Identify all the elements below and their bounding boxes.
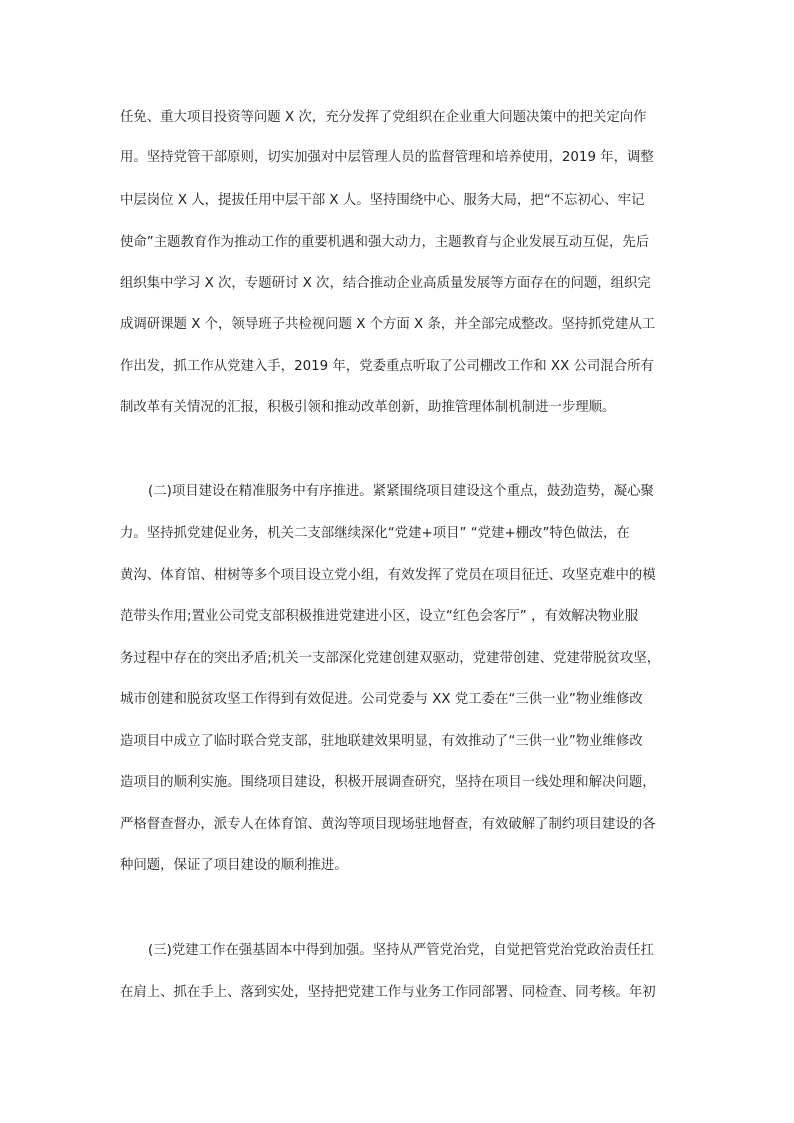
paragraph-1-line-6: 成调研课题 X 个，领导班子共检视问题 X 个方面 X 条，并全部完成整改。坚持抓党建从工 (120, 317, 656, 332)
paragraph-1-line-7: 作出发，抓工作从党建入手，2019 年，党委重点听取了公司棚改工作和 XX 公司混合所有 (120, 359, 654, 374)
paragraph-1-line-2: 用。坚持党管干部原则，切实加强对中层管理人员的监督管理和培养使用，2019 年，调整 (120, 150, 654, 165)
paragraph-2-line-3: 黄沟、体育馆、柑树等多个项目设立党小组，有效发挥了党员在项目征迁、攻坚克难中的模 (120, 568, 656, 583)
paragraph-2-line-2: 力。坚持抓党建促业务，机关二支部继续深化“党建+项目” “党建+棚改”特色做法，在 (120, 526, 630, 541)
paragraph-1-line-4: 使命”主题教育作为推动工作的重要机遇和强大动力，主题教育与企业发展互动互促，先后 (120, 235, 650, 250)
paragraph-3-line-1: (三)党建工作在强基固本中得到加强。坚持从严管党治党，自觉把管党治党政治责任扛 (148, 943, 654, 958)
paragraph-1-line-8: 制改革有关情况的汇报，积极引领和推动改革创新，助推管理体制机制进一步理顺。 (120, 400, 616, 415)
paragraph-1-line-5: 组织集中学习 X 次，专题研讨 X 次，结合推动企业高质量发展等方面存在的问题，组织完 (120, 276, 651, 291)
paragraph-2-line-9: 严格督查督办，派专人在体育馆、黄沟等项目现场驻地督查，有效破解了制约项目建设的各 (120, 817, 656, 832)
paragraph-2-line-1: (二)项目建设在精准服务中有序推进。紧紧围绕项目建设这个重点，鼓劲造势，凝心聚 (148, 484, 654, 499)
paragraph-2-line-10: 种问题，保证了项目建设的顺利推进。 (120, 858, 348, 873)
paragraph-2-line-8: 造项目的顺利实施。围绕项目建设，积极开展调查研究，坚持在项目一线处理和解决问题， (120, 775, 656, 790)
paragraph-2-line-7: 造项目中成立了临时联合党支部，驻地联建效果明显，有效推动了“三供一业”物业维修改 (120, 734, 643, 749)
paragraph-1-line-3: 中层岗位 X 人，提拔任用中层干部 X 人。坚持围绕中心、服务大局，把“不忘初心、牢记 (120, 193, 645, 208)
paragraph-3-line-2: 在肩上、抓在手上、落到实处，坚持把党建工作与业务工作同部署、同检查、同考核。年初 (120, 985, 656, 1000)
paragraph-2-line-5: 务过程中存在的突出矛盾;机关一支部深化党建创建双驱动，党建带创建、党建带脱贫攻坚， (120, 651, 661, 666)
paragraph-2-line-6: 城市创建和脱贫攻坚工作得到有效促进。公司党委与 XX 党工委在“三供一业”物业维修改 (120, 692, 643, 707)
paragraph-2-line-4: 范带头作用;置业公司党支部积极推进党建进小区，设立“红色会客厅” ，有效解决物业服 (120, 609, 639, 624)
paragraph-1-line-1: 任免、重大项目投资等问题 X 次，充分发挥了党组织在企业重大问题决策中的把关定向作 (120, 110, 647, 125)
